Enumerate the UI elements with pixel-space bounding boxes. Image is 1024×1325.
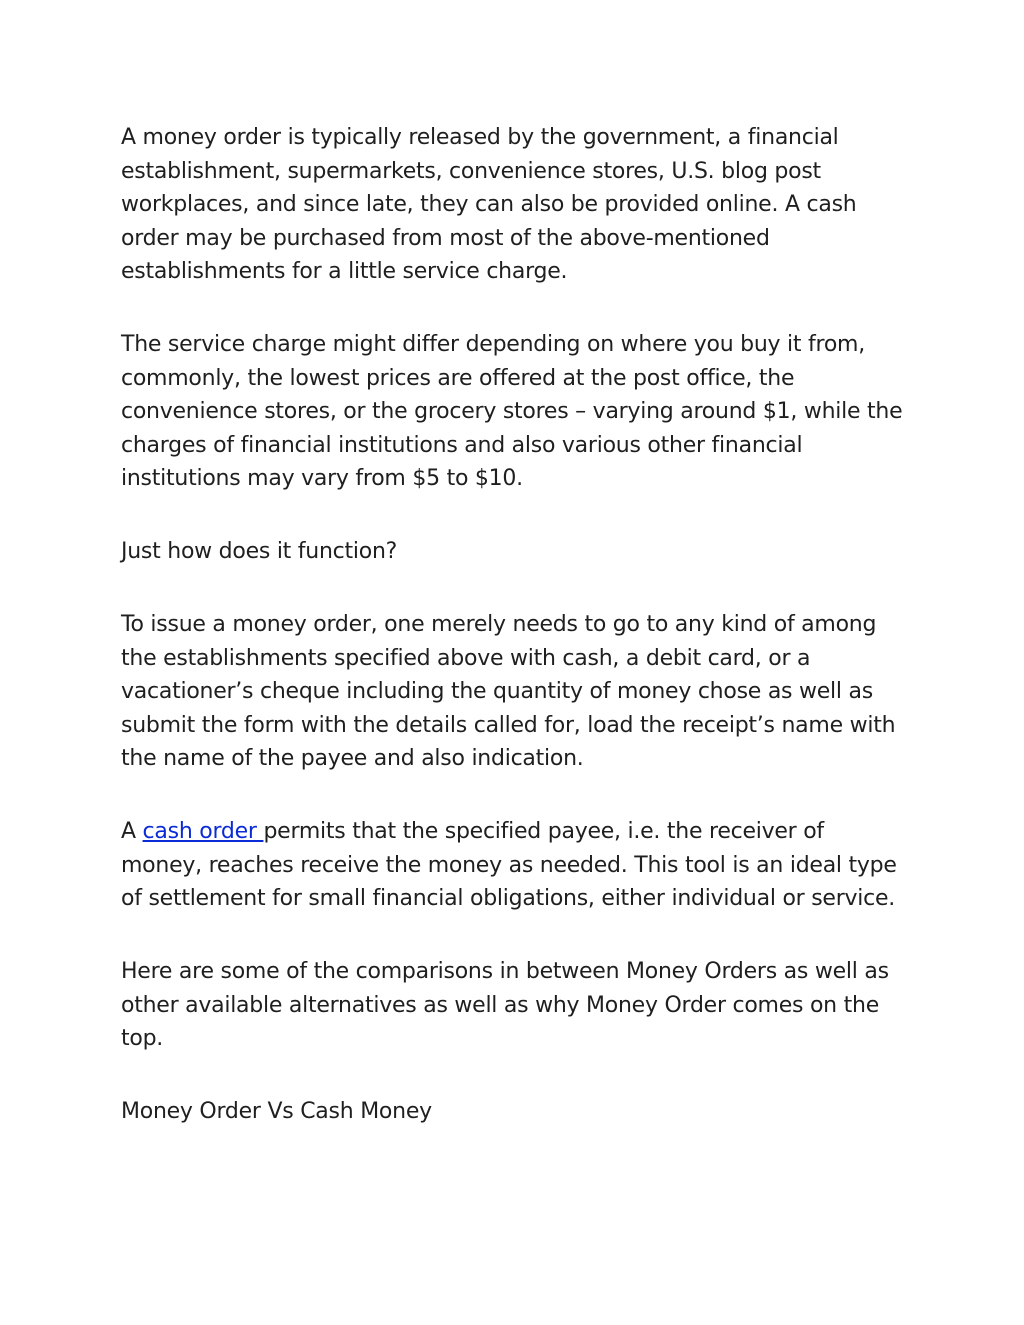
paragraph-issue-money-order: To issue a money order, one merely needs to go to any kind of among the establishments specified above with cash, a debit card, or a vacationer’s cheque including the quantity of money chose as well as submit the form with the details called for, load the receipt’s name with the name of the payee and also indication. bbox=[121, 612, 896, 771]
paragraph-cash-order-prefix: A bbox=[121, 819, 143, 844]
paragraph-service-charge: The service charge might differ depending on where you buy it from, commonly, the lowest prices are offered at the post office, the convenience stores, or the grocery stores – varying around $1, while the charges of financial institutions and also various other financial institutions may vary from $5 to $10. bbox=[121, 332, 903, 491]
paragraph-cash-order bbox=[121, 815, 911, 916]
document-body bbox=[121, 121, 911, 1168]
heading-money-order-vs-cash: Money Order Vs Cash Money bbox=[121, 1099, 432, 1124]
paragraph-comparisons: Here are some of the comparisons in between Money Orders as well as other available alternatives as well as why Money Order comes on the top. bbox=[121, 959, 889, 1051]
cash-order-link[interactable]: cash order bbox=[142, 819, 264, 844]
heading-how-it-works: Just how does it function? bbox=[121, 539, 398, 564]
paragraph-cash-order-suffix: permits that the specified payee, i.e. the receiver of money, reaches receive the money as needed. This tool is an ideal type of settlement for small financial obligations, either individual or service. bbox=[121, 819, 897, 911]
paragraph-money-order-intro: A money order is typically released by the government, a financial establishment, supermarkets, convenience stores, U.S. blog post workplaces, and since late, they can also be provided online. A cash order may be purchased from most of the above-mentioned establishments for a little service charge. bbox=[121, 125, 857, 284]
